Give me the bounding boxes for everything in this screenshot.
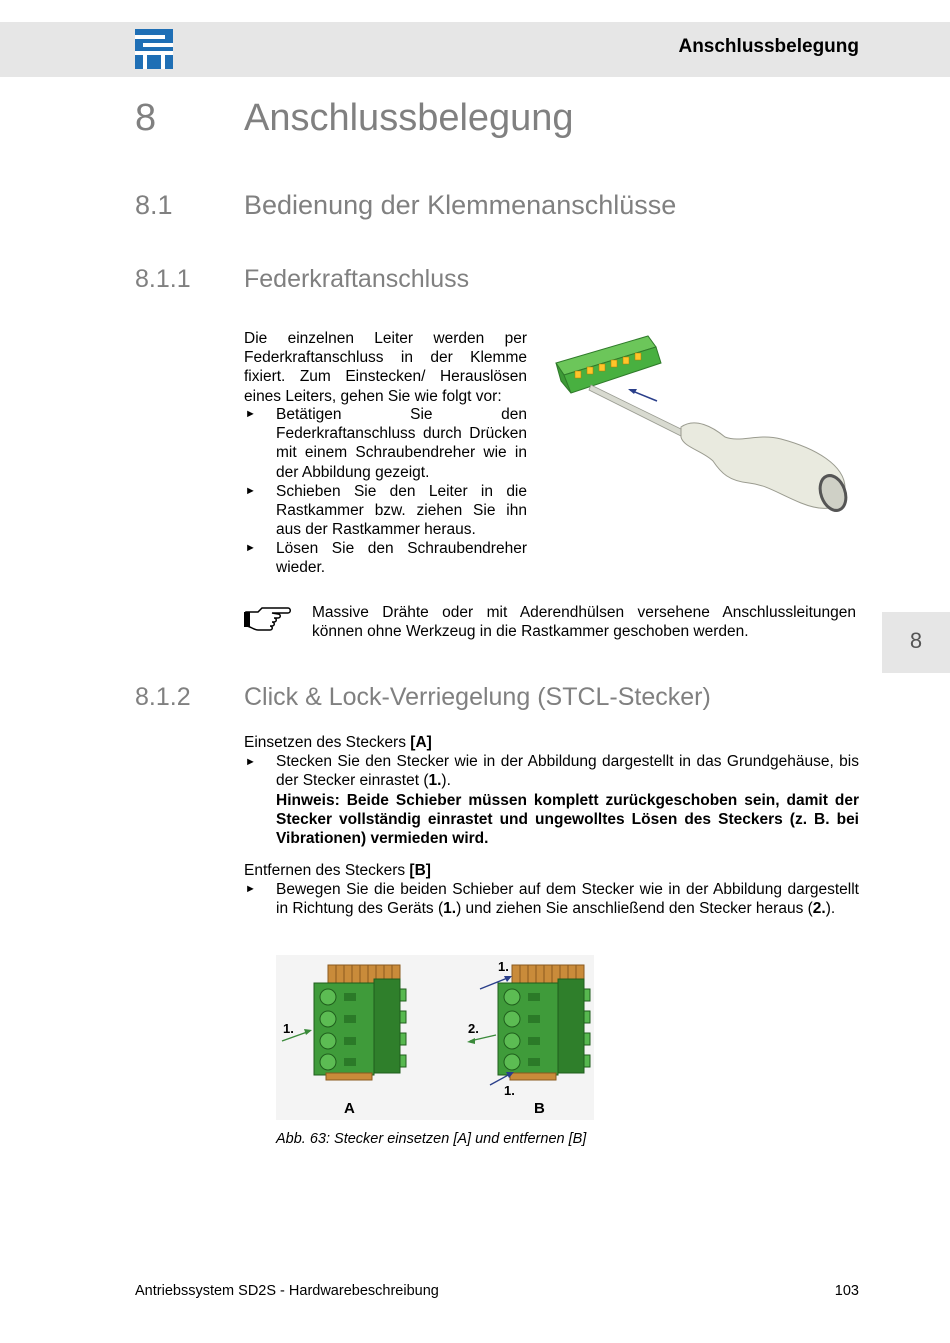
figure-step-label: 1. <box>498 959 509 974</box>
insert-tag: [A] <box>410 734 432 751</box>
insert-step-end: ). <box>441 772 451 790</box>
footer-document-title: Antriebssystem SD2S - Hardwarebeschreibung <box>135 1283 439 1299</box>
step-item: Betätigen Sie den Federkraftanschluss durch Drücken mit einem Schraubendreher wie in der Abbildung gezeigt. <box>276 406 527 481</box>
remove-heading <box>244 861 431 880</box>
remove-tag: [B] <box>409 862 431 879</box>
remove-heading-text: Entfernen des Steckers <box>244 862 410 879</box>
footer-page-number: 103 <box>834 1283 859 1299</box>
pointing-hand-icon <box>244 604 292 632</box>
remove-step-end: ). <box>825 900 836 918</box>
figure-step-label: 1. <box>283 1021 294 1036</box>
intro-paragraph: Die einzelnen Leiter werden per Federkraftanschluss in der Klemme fixiert. Zum Einstecken/ Herauslösen eines Leiters, gehen Sie wie folgt vor: <box>244 330 527 405</box>
step-number: 2. <box>812 900 826 918</box>
bullet-icon: ► <box>245 883 256 895</box>
figure-step-label: 2. <box>468 1021 479 1036</box>
subsection-title: Click & Lock-Verriegelung (STCL-Stecker) <box>244 683 711 711</box>
figure-label-a: A <box>344 1100 355 1117</box>
insert-step <box>276 752 859 790</box>
section-title: Bedienung der Klemmenanschlüsse <box>244 190 677 220</box>
remove-step <box>276 880 859 918</box>
insert-step-text: Stecken Sie den Stecker wie in der Abbildung dargestellt in das Grundgehäuse, bis der Stecker einrastet ( <box>276 753 859 790</box>
section-number: 8.1 <box>135 190 173 220</box>
bullet-icon: ► <box>245 408 256 420</box>
chapter-number: 8 <box>135 97 157 139</box>
figure-label-b: B <box>534 1100 545 1117</box>
step-number: 1. <box>428 772 442 790</box>
note-text: Massive Drähte oder mit Aderendhülsen versehene Anschlussleitungen können ohne Werkzeug in die Rastkammer geschoben werden. <box>312 604 856 641</box>
header-title: Anschlussbelegung <box>678 36 859 57</box>
insert-hint: Hinweis: Beide Schieber müssen komplett zurückgeschoben sein, damit der Stecker vollständig einrastet und ungewolltes Lösen des Steckers (z. B. bei Vibrationen) vermieden wird. <box>276 792 859 848</box>
figure-step-label: 1. <box>504 1083 515 1098</box>
insert-heading <box>244 733 432 752</box>
step-item: Schieben Sie den Leiter in die Rastkammer bzw. ziehen Sie ihn aus der Rastkammer heraus. <box>276 483 527 539</box>
remove-step-mid: ) und ziehen Sie anschließend den Stecker heraus ( <box>456 900 813 918</box>
remove-step-text: Bewegen Sie die beiden Schieber auf dem Stecker wie in der Abbildung dargestellt in Richtung des Geräts ( <box>276 881 859 918</box>
insert-heading-text: Einsetzen des Steckers <box>244 734 411 751</box>
connector-figure <box>276 955 594 1120</box>
subsection-number: 8.1.1 <box>135 265 191 293</box>
screwdriver-terminal-figure <box>553 333 850 540</box>
company-logo <box>135 29 173 69</box>
step-item: Lösen Sie den Schraubendreher wieder. <box>276 540 527 577</box>
bullet-icon: ► <box>245 756 256 768</box>
chapter-title: Anschlussbelegung <box>244 97 574 139</box>
figure-caption: Abb. 63: Stecker einsetzen [A] und entfernen [B] <box>276 1131 587 1147</box>
subsection-title: Federkraftanschluss <box>244 265 470 293</box>
chapter-side-tab <box>882 612 950 673</box>
side-tab-label: 8 <box>909 628 923 653</box>
subsection-number: 8.1.2 <box>135 683 191 711</box>
step-number: 1. <box>443 900 457 918</box>
bullet-icon: ► <box>245 542 256 554</box>
bullet-icon: ► <box>245 485 256 497</box>
